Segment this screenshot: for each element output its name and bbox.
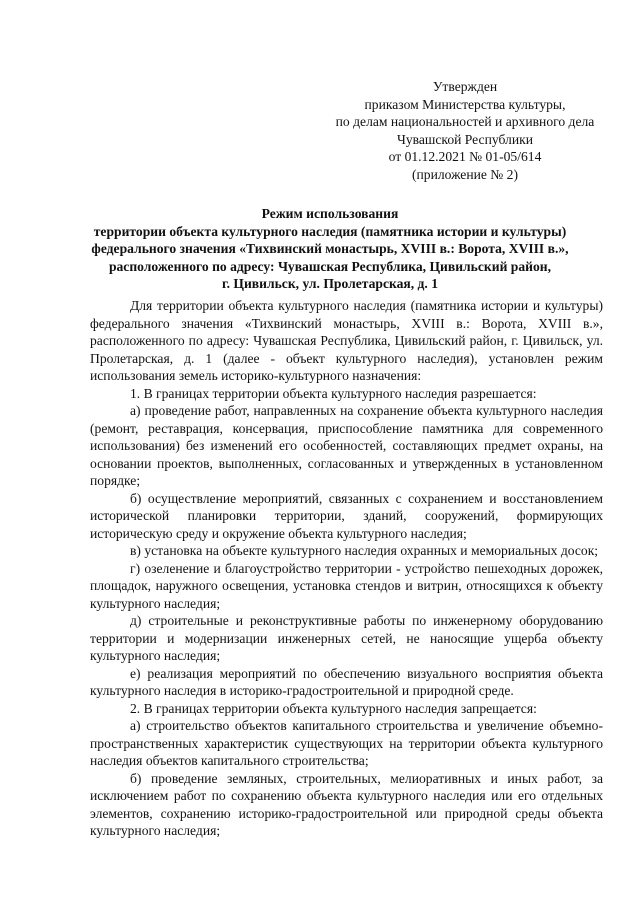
document-title <box>60 205 600 293</box>
list-item: в) установка на объекте культурного наследия охранных и мемориальных досок; <box>130 543 599 558</box>
list-item: д) строительные и реконструктивные работы по инженерному оборудованию территории и модернизации инженерных сетей, не наносящие ущерба объекту культурного наследия; <box>90 613 603 663</box>
list-item: б) осуществление мероприятий, связанных с сохранением и восстановлением исторической планировки территории, зданий, сооружений, формирующих историческую среду и окружение объекта культурного наследия; <box>90 490 603 541</box>
title-line: Режим использования <box>261 206 399 221</box>
list-item: е) реализация мероприятий по обеспечению визуального восприятия объекта культурного наследия в историко-градостроительной и природной среде. <box>90 665 603 698</box>
approval-line: от 01.12.2021 № 01-05/614 <box>388 149 542 165</box>
list-item: г) озеленение и благоустройство территории - устройство пешеходных дорожек, площадок, наружного освещения, установка стендов и витрин, относящихся к объекту культурного наследия; <box>90 560 603 611</box>
document-body <box>90 297 603 840</box>
title-line: территории объекта культурного наследия (памятника истории и культуры) <box>93 223 567 239</box>
title-line: г. Цивильск, ул. Пролетарская, д. 1 <box>221 276 439 292</box>
approval-line: Чувашской Республики <box>397 131 533 147</box>
section-heading-prohibited: 2. В границах территории объекта культурного наследия запрещается: <box>130 700 537 716</box>
approval-line: по делам национальностей и архивного дела <box>335 114 595 130</box>
approval-block <box>300 78 630 184</box>
list-item: а) проведение работ, направленных на сохранение объекта культурного наследия (ремонт, реставрация, консервация, приспособление памятника для современного использования) без изменений его особенностей, составляющих предмет охраны, на основании проектов, выполненных, согласованных и утвержденных в установленном порядке; <box>90 403 603 488</box>
list-item: б) проведение земляных, строительных, мелиоративных и иных работ, за исключением работ по сохранению объекта культурного наследия или его отдельных элементов, сохранению историко-градостроительной или природной среды объекта культурного наследия; <box>90 770 603 838</box>
intro-paragraph: Для территории объекта культурного наследия (памятника истории и культуры) федерального значения «Тихвинский монастырь, XVIII в.: Ворота, XVIII в.», расположенного по адресу: Чувашская Республика, Цивильский район, г. Цивильск, ул. Пролетарская, д. 1 (далее - объект культурного наследия), установлен режим использования земель историко-культурного назначения: <box>90 298 603 383</box>
approval-line: (приложение № 2) <box>411 166 519 182</box>
list-item: а) строительство объектов капитального строительства и увеличение объемно-пространственных характеристик существующих на территории объекта культурного наследия объектов капитального строительства; <box>90 718 603 768</box>
title-line: расположенного по адресу: Чувашская Республика, Цивильский район, <box>108 258 552 274</box>
approval-line: Утвержден <box>432 79 498 94</box>
section-heading-allowed: 1. В границах территории объекта культурного наследия разрешается: <box>130 385 537 401</box>
title-line: федерального значения «Тихвинский монастырь, XVIII в.: Ворота, XVIII в.», <box>91 241 569 257</box>
approval-line: приказом Министерства культуры, <box>364 96 566 112</box>
